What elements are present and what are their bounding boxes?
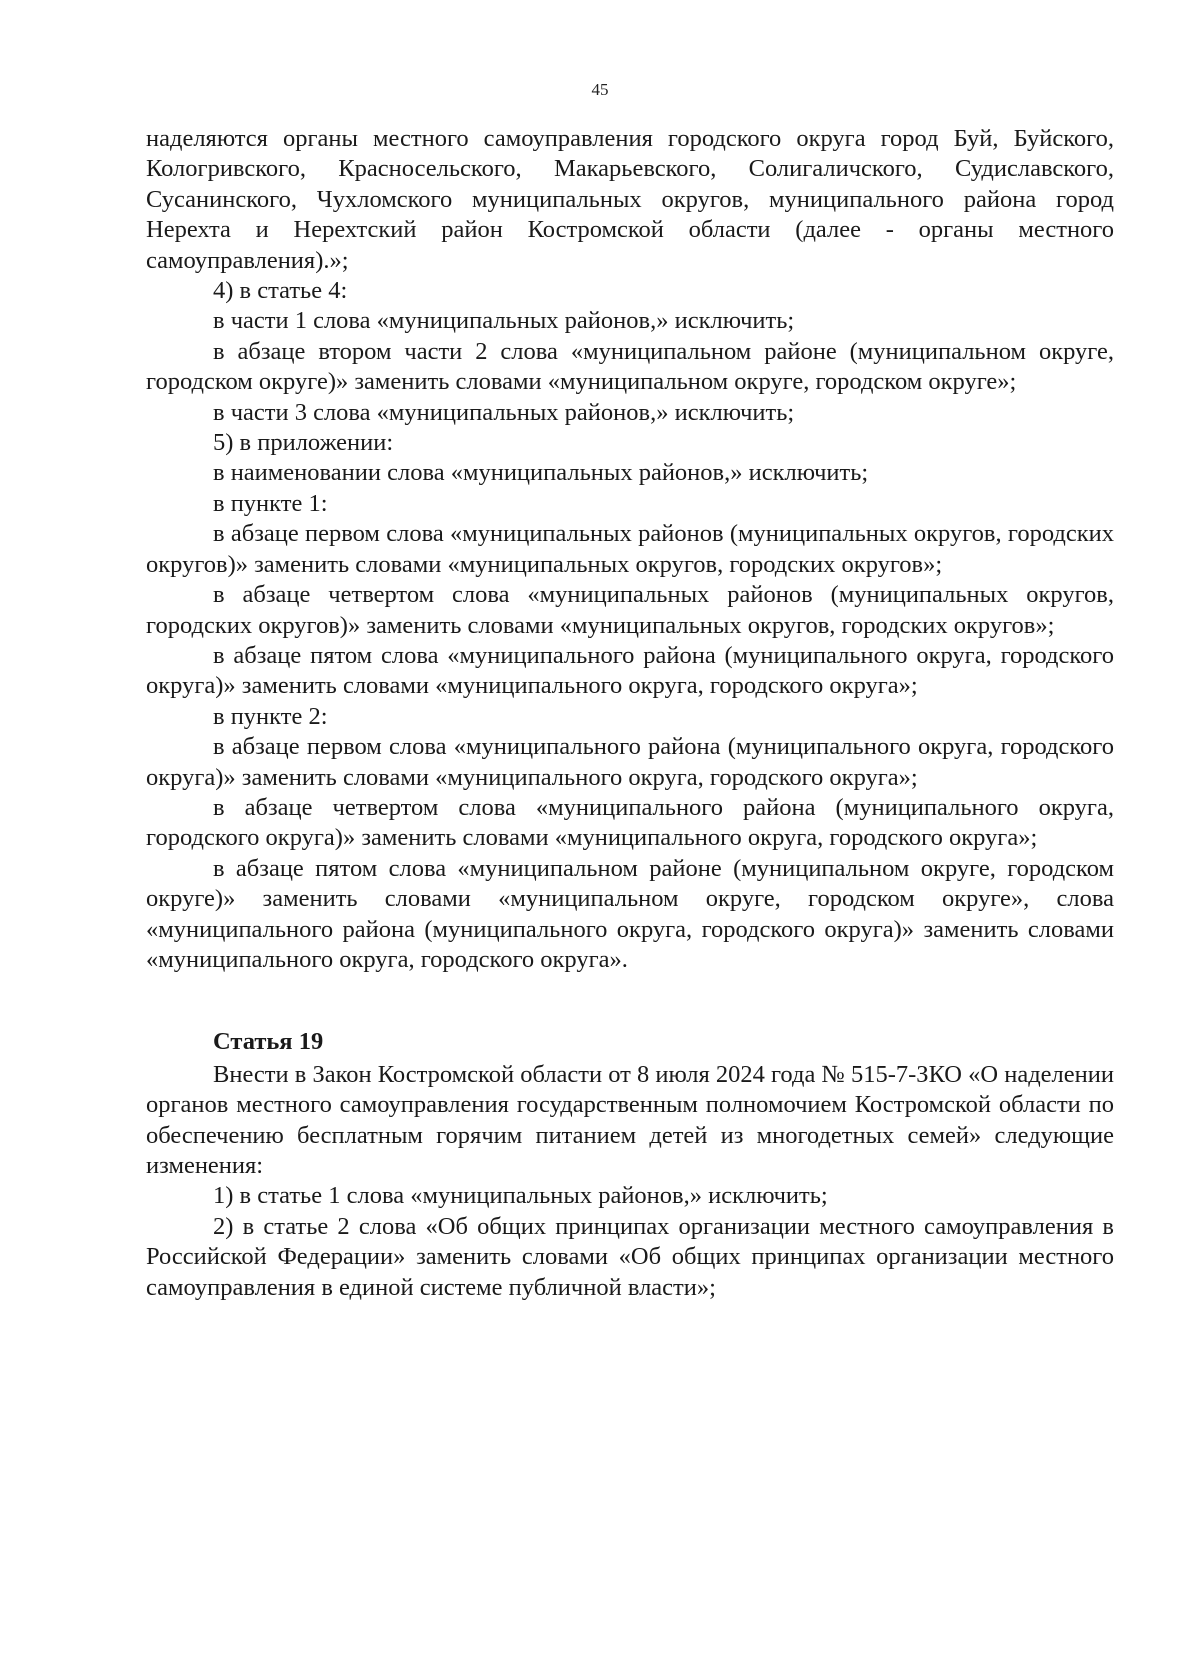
paragraph-article-intro: Внести в Закон Костромской области от 8 июля 2024 года № 515-7-ЗКО «О наделении органов местного самоуправления государственным полномочием Костромской области по обеспечению бесплатным горячим питанием детей из многодетных семей» следующие изменения:: [146, 1060, 1114, 1179]
document-body: [146, 124, 1114, 1303]
paragraph: в части 1 слова «муниципальных районов,» исключить;: [213, 307, 795, 335]
article-heading: Статья 19: [213, 1028, 324, 1056]
paragraph-item-4: 4) в статье 4:: [213, 277, 348, 305]
paragraph: в абзаце пятом слова «муниципальном районе (муниципальном округе, городском округе)» заменить словами «муниципальном округе, городском округе», слова «муниципального района (муниципального округа, городского округа)» заменить словами «муниципального округа, городского округа».: [146, 854, 1114, 973]
paragraph: в абзаце первом слова «муниципальных районов (муниципальных округов, городских округов)» заменить словами «муниципальных округов, городских округов»;: [146, 520, 1114, 578]
paragraph: в абзаце пятом слова «муниципального района (муниципального округа, городского округа)» заменить словами «муниципального округа, городского округа»;: [146, 641, 1114, 700]
paragraph-continuation: наделяются органы местного самоуправления городского округа город Буй, Буйского, Кологривского, Красносельского, Макарьевского, Солигаличского, Судиславского, Сусанинского, Чухломского муниципальных округов, муниципального района город Нерехта и Нерехтский район Костромской области (далее - органы местного самоуправления).»;: [146, 125, 1114, 274]
paragraph-item-2: 2) в статье 2 слова «Об общих принципах организации местного самоуправления в Российской Федерации» заменить словами «Об общих принципах организации местного самоуправления в единой системе публичной власти»;: [146, 1212, 1114, 1301]
paragraph-item-5: 5) в приложении:: [213, 429, 394, 457]
paragraph: в части 3 слова «муниципальных районов,» исключить;: [213, 398, 795, 426]
page-number: 45: [591, 80, 609, 99]
paragraph: в абзаце втором части 2 слова «муниципальном районе (муниципальном округе, городском округе)» заменить словами «муниципальном округе, городском округе»;: [146, 337, 1114, 396]
section-spacer: [146, 975, 1114, 1027]
paragraph-point-2: в пункте 2:: [213, 702, 328, 730]
paragraph-item-1: 1) в статье 1 слова «муниципальных районов,» исключить;: [213, 1182, 828, 1210]
paragraph: в абзаце первом слова «муниципального района (муниципального округа, городского округа)» заменить словами «муниципального округа, городского округа»;: [146, 733, 1114, 791]
paragraph: в наименовании слова «муниципальных районов,» исключить;: [213, 459, 869, 487]
paragraph: в абзаце четвертом слова «муниципального района (муниципального округа, городского округа)» заменить словами «муниципального округа, городского округа»;: [146, 793, 1114, 852]
paragraph: в абзаце четвертом слова «муниципальных районов (муниципальных округов, городских округов)» заменить словами «муниципальных округов, городских округов»;: [146, 581, 1114, 639]
paragraph-point-1: в пункте 1:: [213, 489, 328, 517]
